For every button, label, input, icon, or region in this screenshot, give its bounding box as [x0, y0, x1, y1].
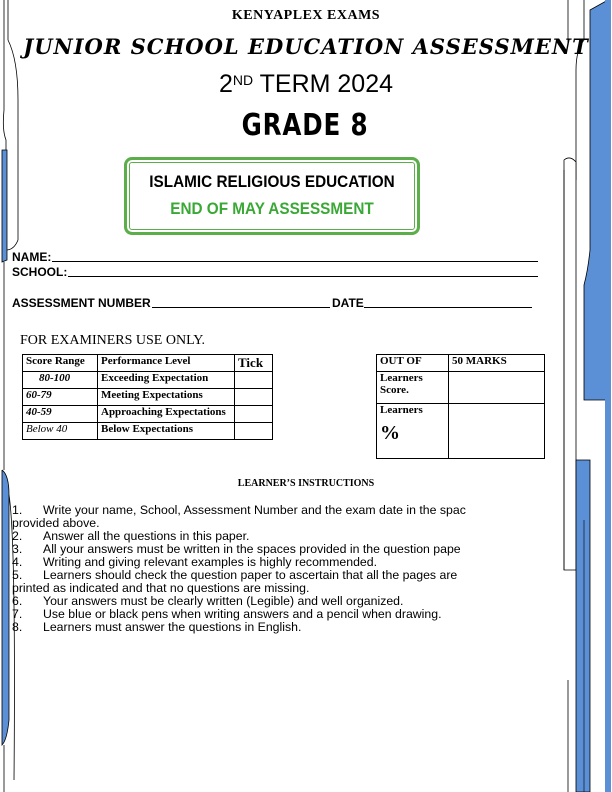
- performance-table: [22, 354, 273, 440]
- date-label: DATE: [332, 296, 364, 310]
- table-row: [23, 372, 273, 389]
- assessment-title: JUNIOR SCHOOL EDUCATION ASSESSMENT: [23, 34, 589, 59]
- instruction-number: 3.: [12, 542, 23, 556]
- school-label: SCHOOL:: [12, 265, 68, 279]
- instruction-text: provided above.: [12, 516, 100, 530]
- instruction-text: Your answers must be clearly written (Legible) and well organized.: [43, 594, 404, 608]
- instruction-number: 2.: [12, 529, 23, 543]
- name-label: NAME:: [12, 250, 52, 264]
- performance-level-cell: Exceeding Expectation: [98, 372, 235, 389]
- score-range-cell: 40-59: [23, 406, 98, 423]
- instruction-number: 1.: [12, 503, 23, 517]
- instruction-text: printed as indicated and that no questions are missing.: [12, 581, 310, 595]
- out-of-value: 50 MARKS: [449, 355, 545, 372]
- tick-cell[interactable]: [235, 389, 273, 406]
- score-table: [376, 354, 545, 459]
- date-line[interactable]: [364, 307, 532, 308]
- percent-symbol: %: [380, 422, 400, 444]
- left-scroll-border: [0, 0, 22, 792]
- table-header-row: [23, 355, 273, 372]
- instruction-number: 8.: [12, 620, 23, 634]
- instructions-title: LEARNER’S INSTRUCTIONS: [237, 478, 375, 489]
- table-row: [23, 389, 273, 406]
- term-superscript: ND: [232, 72, 254, 88]
- instructions-list: [12, 504, 612, 634]
- assessment-number-line[interactable]: [152, 307, 330, 308]
- performance-level-cell: Below Expectations: [98, 423, 235, 440]
- instruction-number: 6.: [12, 594, 23, 608]
- subject-box: [124, 157, 420, 235]
- instruction-text: Write your name, School, Assessment Number and the exam date in the spac: [43, 503, 466, 517]
- tick-cell[interactable]: [235, 423, 273, 440]
- instruction-text: Answer all the questions in this paper.: [43, 529, 250, 543]
- school-line[interactable]: [68, 276, 538, 277]
- instruction-number: 7.: [12, 607, 23, 621]
- term-number: 2: [218, 70, 233, 98]
- instruction-number: 4.: [12, 555, 23, 569]
- grade-label: GRADE 8: [241, 108, 369, 143]
- learners-score-row: [377, 372, 545, 404]
- score-range-cell: Below 40: [23, 423, 98, 440]
- assessment-number-label: ASSESSMENT NUMBER: [12, 296, 151, 310]
- instruction-text: Learners must answer the questions in English.: [43, 620, 302, 634]
- instruction-text: Learners should check the question paper to ascertain that all the pages are: [43, 568, 458, 582]
- term-label: [0, 70, 612, 99]
- learners-score-label: Learners Score.: [377, 372, 449, 404]
- tick-cell[interactable]: [235, 406, 273, 423]
- tick-cell[interactable]: [235, 372, 273, 389]
- header-score-range: Score Range: [23, 355, 98, 372]
- header-performance-level: Performance Level: [98, 355, 235, 372]
- score-range-cell: 80-100: [23, 372, 98, 389]
- instruction-text: All your answers must be written in the spaces provided in the question pape: [43, 542, 461, 556]
- out-of-label: OUT OF: [377, 355, 449, 372]
- score-range-cell: 60-79: [23, 389, 98, 406]
- table-row: [23, 423, 273, 440]
- term-year: TERM 2024: [253, 70, 394, 98]
- instruction-text: Use blue or black pens when writing answers and a pencil when drawing.: [43, 607, 442, 621]
- out-of-row: [377, 355, 545, 372]
- examiners-title: FOR EXAMINERS USE ONLY.: [20, 333, 206, 348]
- table-row: [23, 406, 273, 423]
- performance-level-cell: Approaching Expectations: [98, 406, 235, 423]
- instruction-text: Writing and giving relevant examples is highly recommended.: [43, 555, 378, 569]
- learners-pct-text: Learners: [380, 404, 423, 416]
- learners-pct-row: [377, 404, 545, 459]
- header-tick: Tick: [235, 355, 273, 372]
- instruction-item: [12, 621, 612, 634]
- instruction-number: 5.: [12, 568, 23, 582]
- right-scroll-border: [560, 0, 612, 792]
- name-line[interactable]: [52, 261, 538, 262]
- instruction-item: [12, 504, 612, 517]
- learners-pct-cell[interactable]: [449, 404, 545, 459]
- subject-name: ISLAMIC RELIGIOUS EDUCATION: [149, 172, 395, 191]
- brand-name: KENYAPLEX EXAMS: [231, 8, 381, 23]
- learners-pct-label: [377, 404, 449, 459]
- learners-score-cell[interactable]: [449, 372, 545, 404]
- assessment-name: END OF MAY ASSESSMENT: [170, 199, 374, 218]
- performance-level-cell: Meeting Expectations: [98, 389, 235, 406]
